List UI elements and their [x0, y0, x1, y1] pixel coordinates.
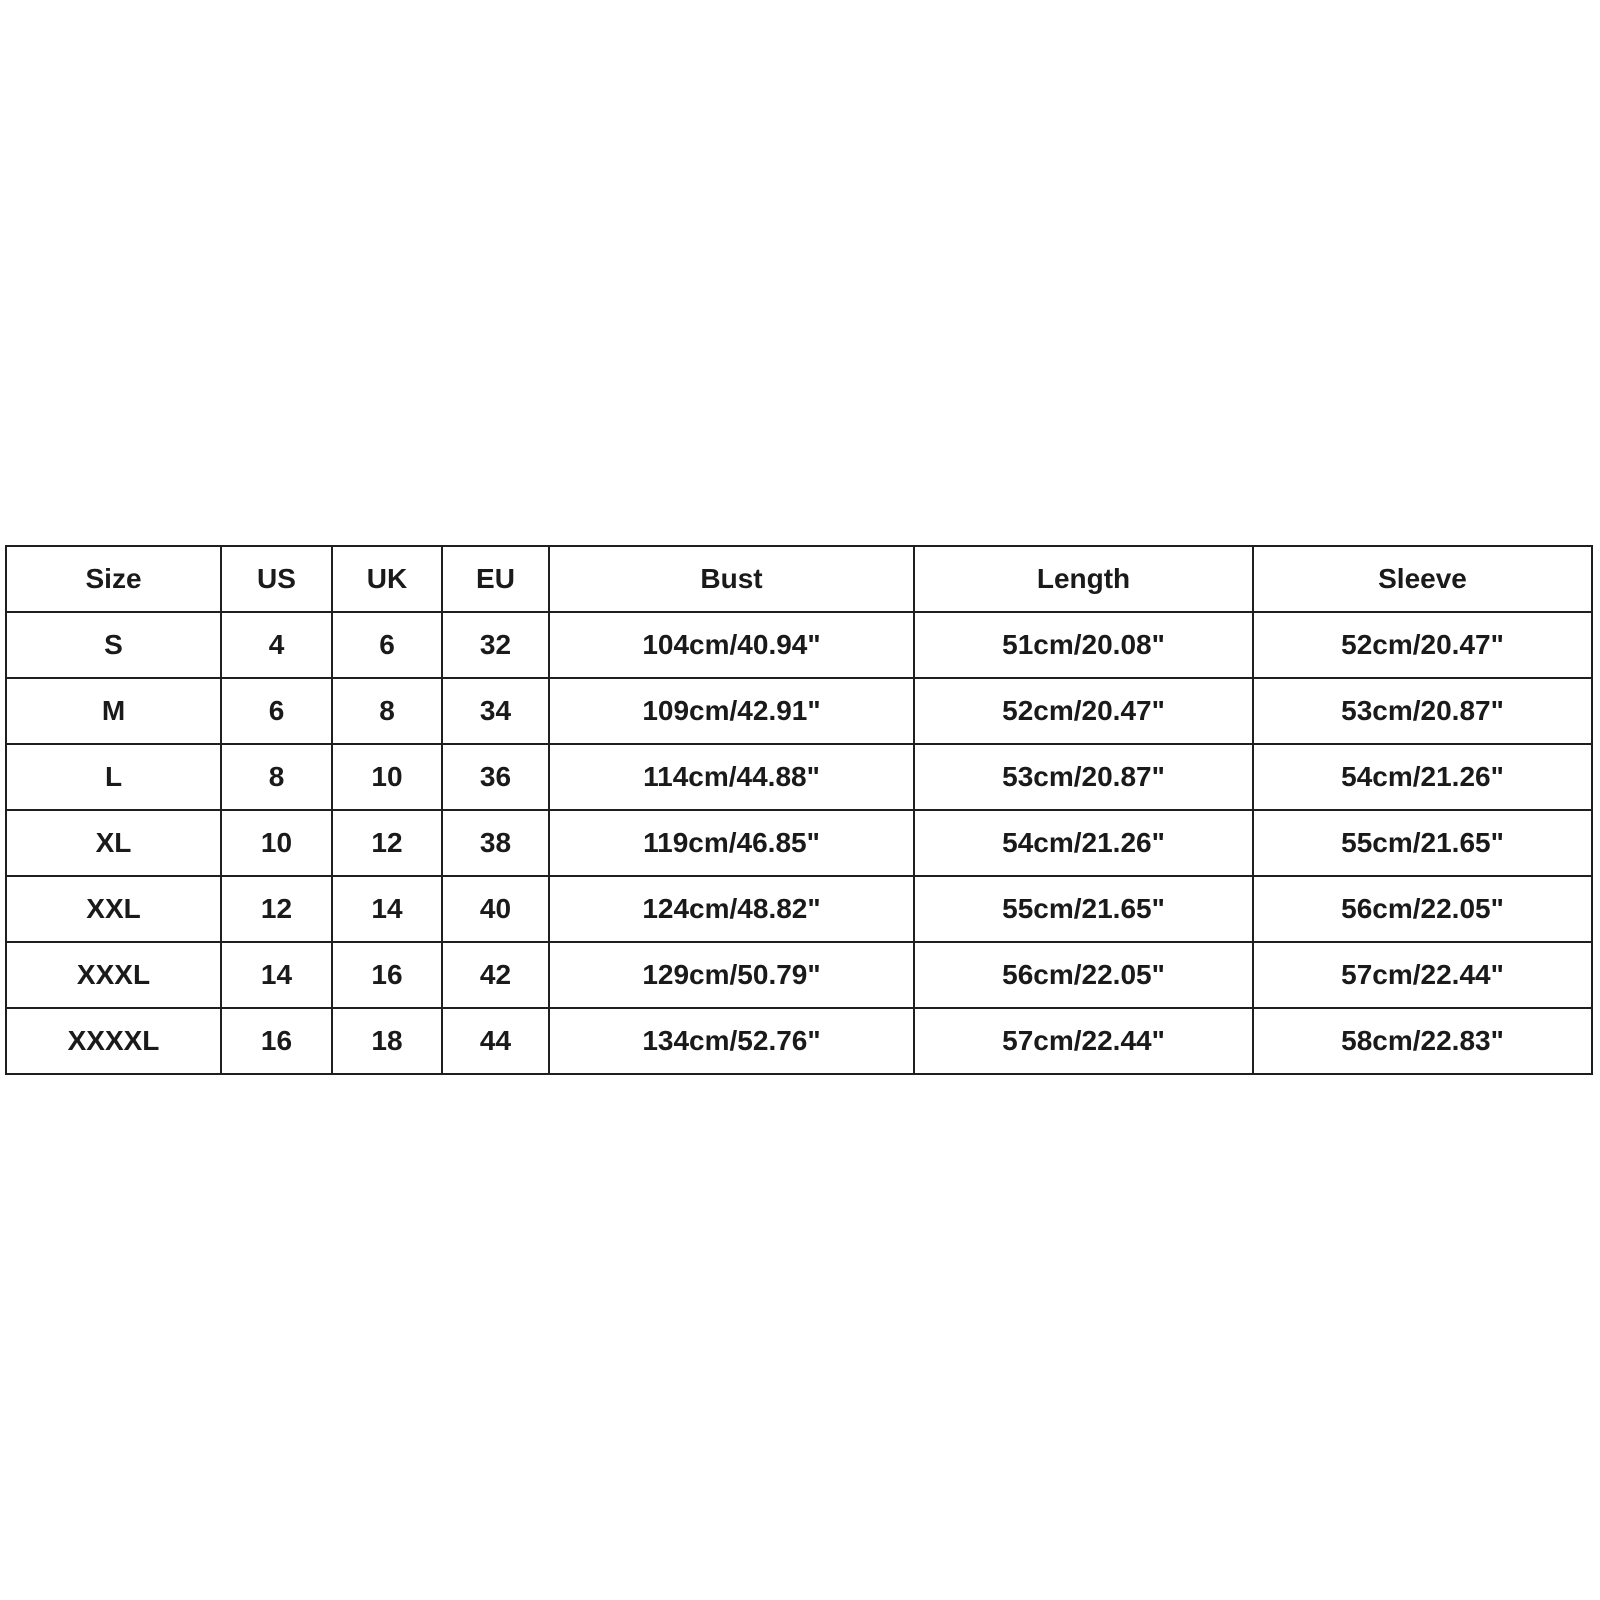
cell-uk: 12 [332, 810, 442, 876]
cell-sleeve: 54cm/21.26" [1253, 744, 1592, 810]
cell-length: 54cm/21.26" [914, 810, 1253, 876]
cell-length: 53cm/20.87" [914, 744, 1253, 810]
cell-uk: 16 [332, 942, 442, 1008]
cell-bust: 129cm/50.79" [549, 942, 914, 1008]
header-uk: UK [332, 546, 442, 612]
cell-us: 14 [221, 942, 332, 1008]
cell-us: 6 [221, 678, 332, 744]
cell-bust: 119cm/46.85" [549, 810, 914, 876]
cell-size: XXXXL [6, 1008, 221, 1074]
cell-sleeve: 53cm/20.87" [1253, 678, 1592, 744]
cell-size: XXXL [6, 942, 221, 1008]
cell-us: 10 [221, 810, 332, 876]
cell-us: 12 [221, 876, 332, 942]
cell-sleeve: 57cm/22.44" [1253, 942, 1592, 1008]
table-row [6, 744, 1592, 810]
cell-us: 8 [221, 744, 332, 810]
cell-eu: 34 [442, 678, 549, 744]
cell-size: XXL [6, 876, 221, 942]
header-size: Size [6, 546, 221, 612]
table-row [6, 942, 1592, 1008]
cell-size: L [6, 744, 221, 810]
cell-eu: 36 [442, 744, 549, 810]
cell-uk: 18 [332, 1008, 442, 1074]
table-row [6, 1008, 1592, 1074]
size-chart [5, 545, 1591, 1075]
cell-size: M [6, 678, 221, 744]
header-length: Length [914, 546, 1253, 612]
cell-size: XL [6, 810, 221, 876]
cell-length: 56cm/22.05" [914, 942, 1253, 1008]
cell-sleeve: 52cm/20.47" [1253, 612, 1592, 678]
cell-sleeve: 56cm/22.05" [1253, 876, 1592, 942]
cell-length: 55cm/21.65" [914, 876, 1253, 942]
cell-bust: 124cm/48.82" [549, 876, 914, 942]
cell-sleeve: 55cm/21.65" [1253, 810, 1592, 876]
cell-length: 52cm/20.47" [914, 678, 1253, 744]
cell-uk: 10 [332, 744, 442, 810]
cell-bust: 134cm/52.76" [549, 1008, 914, 1074]
cell-size: S [6, 612, 221, 678]
header-eu: EU [442, 546, 549, 612]
header-bust: Bust [549, 546, 914, 612]
header-row [6, 546, 1592, 612]
size-table [5, 545, 1593, 1075]
cell-uk: 6 [332, 612, 442, 678]
cell-length: 57cm/22.44" [914, 1008, 1253, 1074]
table-row [6, 876, 1592, 942]
cell-uk: 8 [332, 678, 442, 744]
cell-eu: 44 [442, 1008, 549, 1074]
cell-bust: 114cm/44.88" [549, 744, 914, 810]
table-row [6, 678, 1592, 744]
cell-us: 16 [221, 1008, 332, 1074]
cell-bust: 104cm/40.94" [549, 612, 914, 678]
table-row [6, 810, 1592, 876]
cell-bust: 109cm/42.91" [549, 678, 914, 744]
cell-eu: 38 [442, 810, 549, 876]
cell-eu: 42 [442, 942, 549, 1008]
header-us: US [221, 546, 332, 612]
cell-sleeve: 58cm/22.83" [1253, 1008, 1592, 1074]
cell-eu: 32 [442, 612, 549, 678]
header-sleeve: Sleeve [1253, 546, 1592, 612]
cell-us: 4 [221, 612, 332, 678]
table-row [6, 612, 1592, 678]
cell-length: 51cm/20.08" [914, 612, 1253, 678]
cell-eu: 40 [442, 876, 549, 942]
cell-uk: 14 [332, 876, 442, 942]
